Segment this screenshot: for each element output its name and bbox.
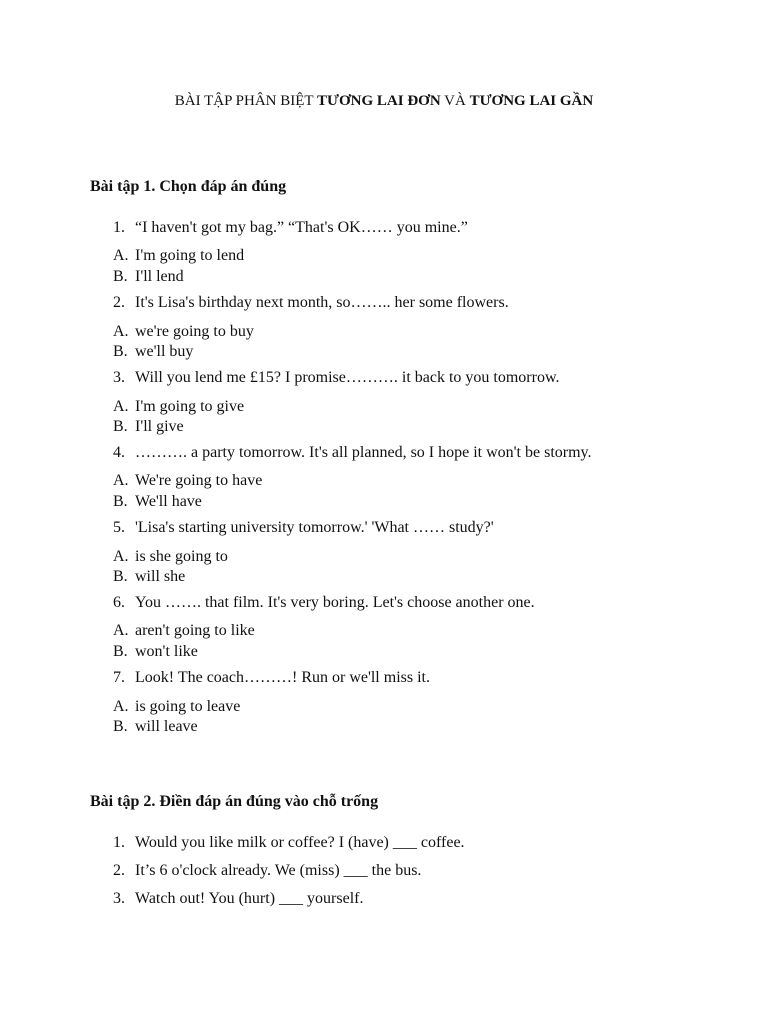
- question-text: Would you like milk or coffee? I (have) ___ coffee.: [135, 834, 465, 851]
- option-letter: B.: [113, 418, 128, 435]
- question-text: Look! The coach………! Run or we'll miss it.: [135, 669, 430, 686]
- option-letter: A.: [113, 622, 129, 639]
- title-part-1: BÀI TẬP PHÂN BIỆT: [174, 93, 318, 109]
- exercise-1-question-5-option-a: [113, 547, 228, 567]
- question-text: Watch out! You (hurt) ___ yourself.: [135, 890, 364, 907]
- exercise-1-question-3-option-a: [113, 397, 244, 417]
- document-title: [0, 93, 768, 110]
- question-text: You ……. that film. It's very boring. Let's choose another one.: [135, 594, 535, 611]
- option-text: we're going to buy: [135, 323, 254, 340]
- exercise-2-question-3: [113, 890, 363, 908]
- option-text: I'm going to give: [135, 398, 245, 415]
- exercise-1-question-1-option-a: [113, 246, 244, 266]
- option-letter: B.: [113, 343, 128, 360]
- question-text: “I haven't got my bag.” “That's OK…… you mine.”: [135, 219, 468, 236]
- option-text: is she going to: [135, 548, 228, 565]
- exercise-1-question-3-option-b: [113, 417, 184, 437]
- exercise-1-question-4: [113, 444, 592, 462]
- exercise-1-heading: Bài tập 1. Chọn đáp án đúng: [90, 178, 287, 195]
- exercise-1-question-7: [113, 669, 430, 687]
- question-text: Will you lend me £15? I promise………. it back to you tomorrow.: [135, 369, 560, 386]
- option-letter: A.: [113, 323, 129, 340]
- question-text: ………. a party tomorrow. It's all planned, so I hope it won't be stormy.: [135, 444, 592, 461]
- exercise-1-question-4-option-b: [113, 492, 202, 512]
- question-text: 'Lisa's starting university tomorrow.' 'What …… study?': [135, 519, 494, 536]
- option-text: I'm going to lend: [135, 247, 245, 264]
- option-text: I'll give: [135, 418, 184, 435]
- option-text: aren't going to like: [135, 622, 255, 639]
- question-number: 5.: [113, 519, 125, 536]
- question-number: 3.: [113, 890, 125, 907]
- exercise-1-question-3: [113, 369, 559, 387]
- exercise-1-question-2: [113, 294, 509, 312]
- option-letter: A.: [113, 698, 129, 715]
- option-letter: B.: [113, 268, 128, 285]
- question-number: 1.: [113, 834, 125, 851]
- exercise-1-question-2-option-b: [113, 342, 193, 362]
- option-text: We'll have: [135, 493, 202, 510]
- option-text: We're going to have: [135, 472, 263, 489]
- exercise-1-question-7-option-a: [113, 697, 240, 717]
- option-text: will she: [135, 568, 186, 585]
- exercise-1-question-6: [113, 594, 535, 612]
- exercise-1-question-7-option-b: [113, 717, 198, 737]
- exercise-1-question-6-option-b: [113, 642, 198, 662]
- exercise-1-question-6-option-a: [113, 621, 255, 641]
- question-number: 2.: [113, 862, 125, 879]
- option-letter: B.: [113, 718, 128, 735]
- option-letter: A.: [113, 398, 129, 415]
- option-text: will leave: [135, 718, 198, 735]
- exercise-1-question-5: [113, 519, 494, 537]
- option-letter: A.: [113, 472, 129, 489]
- option-letter: B.: [113, 643, 128, 660]
- option-text: we'll buy: [135, 343, 194, 360]
- exercise-2-heading: Bài tập 2. Điền đáp án đúng vào chỗ trống: [90, 793, 379, 810]
- exercise-1-question-2-option-a: [113, 322, 254, 342]
- title-part-3: VÀ: [440, 93, 470, 109]
- question-text: It’s 6 o'clock already. We (miss) ___ the bus.: [135, 862, 422, 879]
- option-letter: B.: [113, 568, 128, 585]
- question-number: 3.: [113, 369, 125, 386]
- exercise-2-question-1: [113, 834, 465, 852]
- option-letter: A.: [113, 247, 129, 264]
- exercise-1-question-1-option-b: [113, 267, 184, 287]
- question-number: 1.: [113, 219, 125, 236]
- option-letter: B.: [113, 493, 128, 510]
- title-part-4: TƯƠNG LAI GẦN: [469, 93, 594, 109]
- question-number: 4.: [113, 444, 125, 461]
- question-number: 2.: [113, 294, 125, 311]
- exercise-1-question-5-option-b: [113, 567, 185, 587]
- option-text: is going to leave: [135, 698, 241, 715]
- option-letter: A.: [113, 548, 129, 565]
- option-text: I'll lend: [135, 268, 184, 285]
- exercise-1-question-4-option-a: [113, 471, 262, 491]
- option-text: won't like: [135, 643, 198, 660]
- title-part-2: TƯƠNG LAI ĐƠN: [317, 93, 441, 109]
- question-number: 6.: [113, 594, 125, 611]
- question-number: 7.: [113, 669, 125, 686]
- exercise-2-question-2: [113, 862, 421, 880]
- question-text: It's Lisa's birthday next month, so…….. her some flowers.: [135, 294, 509, 311]
- exercise-1-question-1: [113, 219, 468, 237]
